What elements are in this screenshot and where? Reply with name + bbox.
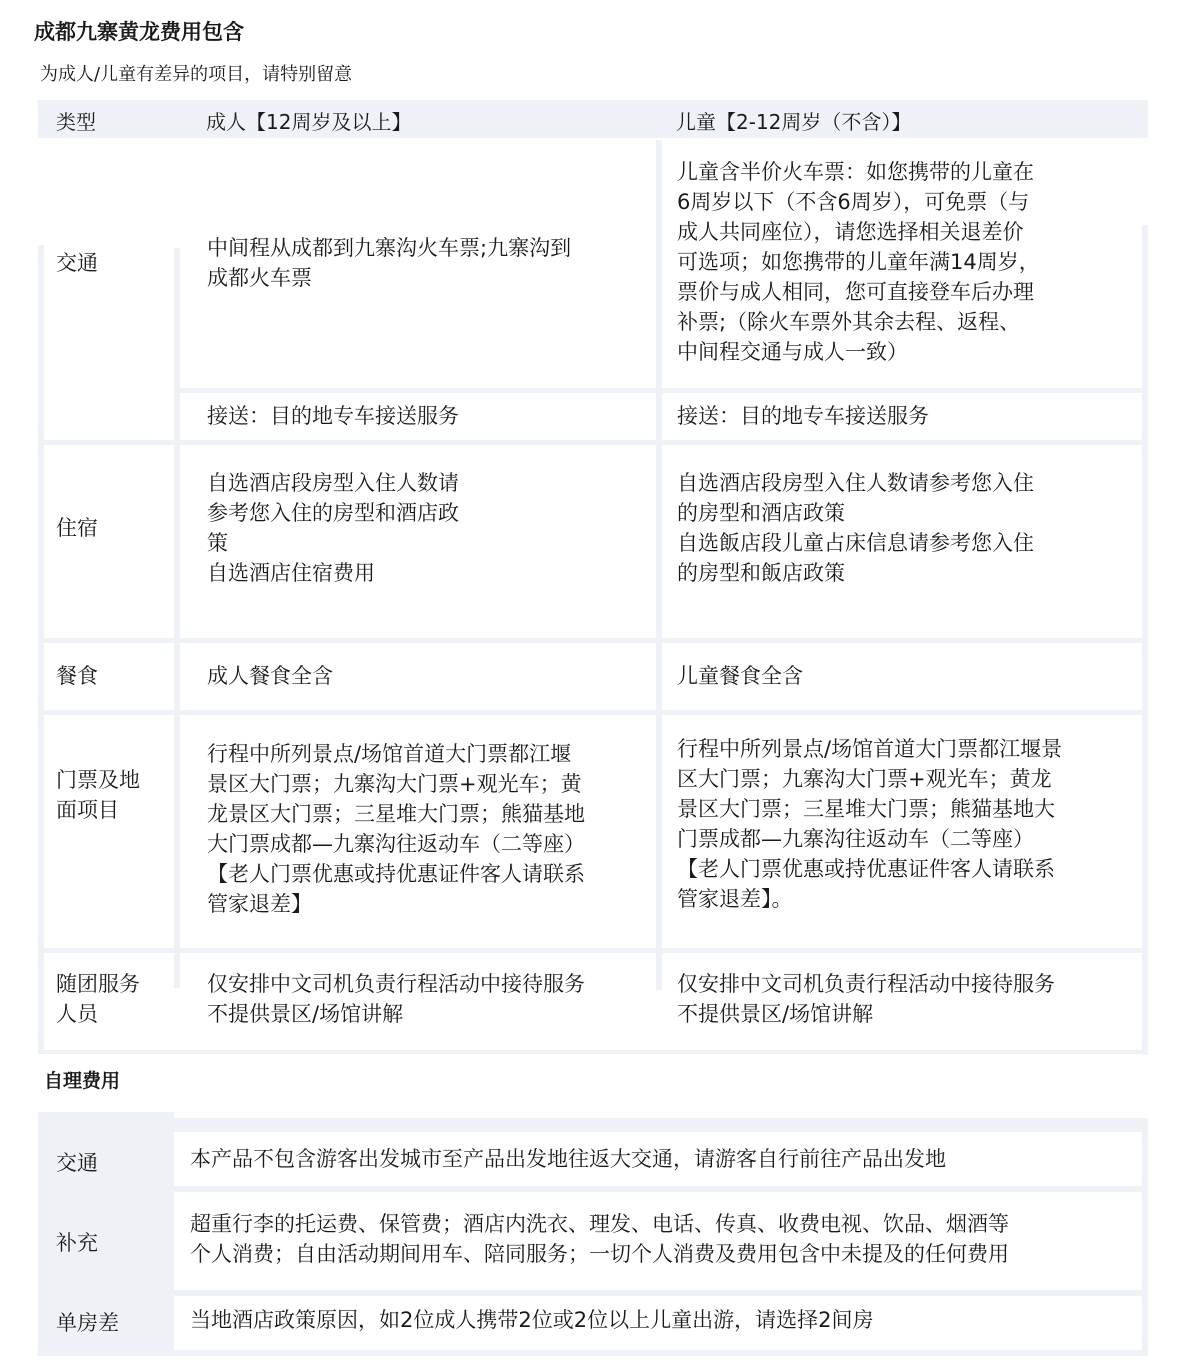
- row-divider: [38, 948, 1148, 953]
- self-pay-label-transport: 交通: [56, 1151, 98, 1175]
- row-child-transport: 儿童含半价火车票：如您携带的儿童在 6周岁以下（不含6周岁），可免票（与 成人共同座位），请您选择相关退差价 可选项；如您携带的儿童年满14周岁， 票价与成人相同，您可直接登车后办理 补票;（除火车票外其余去程、返程、 中间程交通与成人一致）: [677, 160, 1040, 364]
- self-pay-row-divider: [174, 1186, 1148, 1192]
- row-adult-tickets: 行程中所列景点/场馆首道大门票都江堰 景区大门票；九寨沟大门票+观光车；黄 龙景区大门票；三星堆大门票；熊猫基地 大门票成都—九寨沟往返动车（二等座） 【老人门票优惠或持优惠证件客人请联系 管家退差】: [207, 742, 585, 916]
- row-child-tickets: 行程中所列景点/场馆首道大门票都江堰景 区大门票；九寨沟大门票+观光车；黄龙 景区大门票；三星堆大门票；熊猫基地大 门票成都—九寨沟往返动车（二等座） 【老人门票优惠或持优惠证件客人请联系 管家退差】。: [677, 737, 1063, 911]
- self-pay-label-single-room: 单房差: [56, 1311, 119, 1335]
- row-adult-hotel: 自选酒店段房型入住人数请 参考您入住的房型和酒店政 策 自选酒店住宿费用: [207, 471, 459, 585]
- self-pay-title: 自理费用: [44, 1070, 121, 1092]
- self-pay-row-divider: [174, 1290, 1148, 1296]
- row-type-staff: 随团服务 人员: [56, 972, 140, 1026]
- row-adult-staff: 仅安排中文司机负责行程活动中接待服务 不提供景区/场馆讲解: [207, 972, 585, 1026]
- page-title: 成都九寨黄龙费用包含: [34, 20, 244, 44]
- row-type-hotel: 住宿: [56, 516, 98, 540]
- self-pay-top-border: [174, 1118, 1148, 1132]
- row-child-staff: 仅安排中文司机负责行程活动中接待服务 不提供景区/场馆讲解: [677, 972, 1055, 1026]
- self-pay-text-single-room: 当地酒店政策原因，如2位成人携带2位或2位以上儿童出游，请选择2间房: [190, 1308, 874, 1332]
- table-border-left: [38, 245, 44, 1053]
- table-header: [38, 100, 1148, 138]
- col-divider-1: [174, 248, 180, 988]
- self-pay-label-extra: 补充: [56, 1231, 98, 1255]
- row-divider: [178, 388, 1148, 393]
- row-type-transport: 交通: [56, 251, 98, 275]
- self-pay-text-extra: 超重行李的托运费、保管费；酒店内洗衣、理发、电话、传真、收费电视、饮品、烟酒等 个人消费；自由活动期间用车、陪同服务；一切个人消费及费用包含中未提及的任何费用: [190, 1212, 1009, 1266]
- row-adult-transport: 中间程从成都到九寨沟火车票;九寨沟到 成都火车票: [207, 236, 572, 290]
- row-adult-meals: 成人餐食全含: [207, 664, 333, 688]
- row-divider: [38, 440, 1148, 445]
- self-pay-right-border: [1142, 1118, 1148, 1356]
- row-child-meals: 儿童餐食全含: [677, 664, 803, 688]
- page-subtitle: 为成人/儿童有差异的项目，请特别留意: [40, 64, 353, 85]
- row-divider: [38, 638, 1148, 643]
- header-adult: 成人【12周岁及以上】: [206, 110, 412, 134]
- row-child-transfer: 接送：目的地专车接送服务: [677, 404, 929, 428]
- col-divider-2: [656, 140, 662, 990]
- header-child: 儿童【2-12周岁（不含）】: [676, 110, 912, 134]
- self-pay-text-transport: 本产品不包含游客出发城市至产品出发地往返大交通，请游客自行前往产品出发地: [190, 1147, 946, 1171]
- row-type-tickets: 门票及地 面项目: [56, 768, 140, 822]
- self-pay-bottom-border: [174, 1350, 1148, 1356]
- table-border-bottom: [38, 1050, 1148, 1054]
- row-child-hotel: 自选酒店段房型入住人数请参考您入住 的房型和酒店政策 自选飯店段儿童占床信息请参考您入住 的房型和飯店政策: [677, 471, 1034, 585]
- row-divider: [38, 710, 1148, 715]
- row-type-meals: 餐食: [56, 664, 98, 688]
- header-type: 类型: [56, 110, 96, 134]
- row-adult-transfer: 接送：目的地专车接送服务: [207, 404, 459, 428]
